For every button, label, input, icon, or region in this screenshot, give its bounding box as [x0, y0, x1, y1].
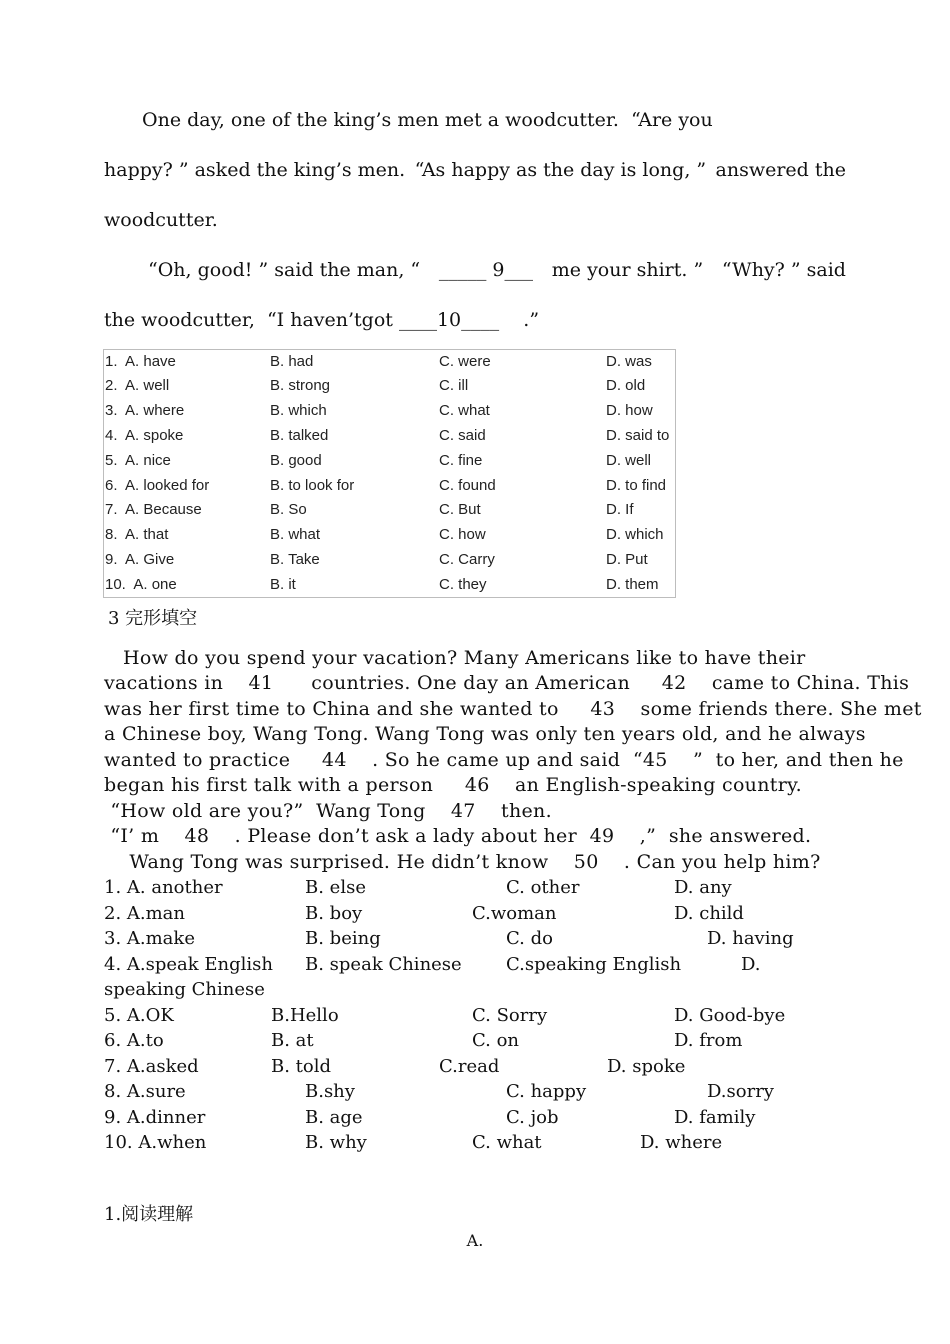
option-c: C. what: [472, 1132, 542, 1153]
option-a: 7. A. Because: [105, 501, 202, 518]
story-line-2-part-c: answered the: [715, 159, 846, 181]
option-c: C.speaking English: [506, 954, 682, 975]
option-c: C. how: [439, 526, 486, 543]
option-row: [104, 1105, 864, 1130]
option-d: D.: [741, 954, 761, 975]
option-a: 10. A.when: [104, 1132, 207, 1153]
option-b: B. it: [270, 576, 296, 593]
passage-a-label: A.: [466, 1231, 484, 1250]
story-line-4: [148, 258, 846, 282]
option-c: C. Sorry: [472, 1005, 548, 1026]
option-b: B. speak Chinese: [305, 954, 462, 975]
option-a: 6. A.to: [104, 1030, 164, 1051]
story-line-2-part-a: happy? ” asked the king’s men.: [104, 159, 406, 181]
option-d: D. well: [606, 452, 652, 469]
option-d: D. was: [606, 353, 652, 370]
option-d: D. how: [606, 402, 653, 419]
story-line-4-blank-9: _____ 9___: [438, 259, 534, 281]
option-b: B. Take: [270, 551, 320, 568]
option-a: 7. A.asked: [104, 1056, 199, 1077]
passage-line: was her first time to China and she wanted to 43 some friends there. She met: [104, 698, 922, 720]
option-d: D. from: [674, 1030, 743, 1051]
passage-line: began his first talk with a person 46 an English-speaking country.: [104, 774, 802, 796]
option-c: C. fine: [439, 452, 483, 469]
option-d: D. them: [606, 576, 659, 593]
option-b: B. which: [270, 402, 327, 419]
options-row: [104, 399, 675, 423]
option-row: [104, 901, 864, 926]
option-d: D. child: [674, 903, 744, 924]
option-c: C. on: [472, 1030, 520, 1051]
option-d: D. Good-bye: [674, 1005, 786, 1026]
story-line-1: One day, one of the king’s men met a woodcutter. “Are you: [142, 109, 713, 131]
option-c: C.read: [439, 1056, 500, 1077]
story-line-4-part-d: “Why? ” said: [721, 259, 846, 281]
option-d: D. having: [707, 928, 794, 949]
options-row: [104, 424, 675, 448]
section-3-heading: 3 完形填空: [108, 608, 198, 629]
options-row: [104, 523, 675, 547]
option-a: 4. A. spoke: [105, 427, 184, 444]
option-c: C.woman: [472, 903, 557, 924]
option-a: 1. A. have: [105, 353, 176, 370]
option-d: D. Put: [606, 551, 648, 568]
option-d: D. which: [606, 526, 664, 543]
option-row: [104, 1130, 864, 1155]
option-a: 10. A. one: [105, 576, 177, 593]
options-table: [103, 349, 676, 598]
option-row: [104, 952, 864, 977]
option-c: C. happy: [506, 1081, 587, 1102]
option-b: B.shy: [305, 1081, 355, 1102]
passage-line: wanted to practice 44 . So he came up and said “45 ” to her, and then he: [104, 749, 904, 771]
option-b: B. at: [271, 1030, 314, 1051]
option-c: C. other: [506, 877, 580, 898]
option-d: D. said to: [606, 427, 670, 444]
passage-line: “I’ m 48 . Please don’t ask a lady about her 49 ,” she answered.: [104, 825, 812, 847]
option-b: B. talked: [270, 427, 329, 444]
option-b: B. So: [270, 501, 307, 518]
option-a: 9. A.dinner: [104, 1107, 206, 1128]
option-d: D. any: [674, 877, 732, 898]
option-c: C. Carry: [439, 551, 495, 568]
story-line-2: [104, 158, 846, 182]
option-b: B. age: [305, 1107, 363, 1128]
option-row: [104, 875, 864, 900]
option-a: 5. A. nice: [105, 452, 171, 469]
options-row: [104, 350, 675, 374]
option-b: B. why: [305, 1132, 367, 1153]
option-d: D. old: [606, 377, 646, 394]
option-d: D. to find: [606, 477, 667, 494]
option-c: C. what: [439, 402, 490, 419]
option-d: D. spoke: [607, 1056, 686, 1077]
passage-line: vacations in 41 countries. One day an American 42 came to China. This: [104, 672, 910, 694]
passage-line: a Chinese boy, Wang Tong. Wang Tong was only ten years old, and he always: [104, 723, 866, 745]
section-1-heading: 1.阅读理解: [104, 1204, 194, 1225]
options-row: [104, 498, 675, 522]
options-row: [104, 449, 675, 473]
option-d-continuation: speaking Chinese: [104, 979, 265, 1000]
option-a: 8. A.sure: [104, 1081, 186, 1102]
option-row: [104, 1003, 864, 1028]
option-c: C. said: [439, 427, 486, 444]
option-a: 2. A.man: [104, 903, 186, 924]
option-c: C. they: [439, 576, 487, 593]
story-line-3: woodcutter.: [104, 209, 218, 231]
option-a: 8. A. that: [105, 526, 169, 543]
option-c: C. job: [506, 1107, 559, 1128]
option-a: 3. A.make: [104, 928, 195, 949]
option-d: D. where: [640, 1132, 723, 1153]
option-b: B.Hello: [271, 1005, 339, 1026]
option-c: C. were: [439, 353, 491, 370]
option-c: C. ill: [439, 377, 469, 394]
option-d: D. If: [606, 501, 634, 518]
option-b: B. else: [305, 877, 366, 898]
story-line-5: the woodcutter, “I haven’tgot ____10____ .”: [104, 309, 540, 331]
option-row: [104, 1079, 864, 1104]
option-a: 2. A. well: [105, 377, 170, 394]
option-c: C. do: [506, 928, 553, 949]
options-row: [104, 474, 675, 498]
passage-line: How do you spend your vacation? Many Americans like to have their: [104, 647, 806, 669]
option-row: [104, 1028, 864, 1053]
option-a: 3. A. where: [105, 402, 185, 419]
passage-line: Wang Tong was surprised. He didn’t know 50 . Can you help him?: [104, 851, 821, 873]
option-d: D. family: [674, 1107, 756, 1128]
option-b: B. had: [270, 353, 314, 370]
option-a: 4. A.speak English: [104, 954, 273, 975]
passage-line: “How old are you?” Wang Tong 47 then.: [104, 800, 552, 822]
option-a: 1. A. another: [104, 877, 223, 898]
story-line-4-part-c: me your shirt. ”: [551, 259, 704, 281]
option-b: B. being: [305, 928, 381, 949]
story-line-2-part-b: “As happy as the day is long, ”: [414, 159, 707, 181]
option-a: 9. A. Give: [105, 551, 175, 568]
option-row: [104, 1054, 864, 1079]
option-b: B. what: [270, 526, 321, 543]
option-c: C. found: [439, 477, 496, 494]
option-b: B. told: [271, 1056, 332, 1077]
option-c: C. But: [439, 501, 481, 518]
options-row: [104, 374, 675, 398]
options-row: [104, 548, 675, 572]
option-d: D.sorry: [707, 1081, 774, 1102]
option-a: 5. A.OK: [104, 1005, 174, 1026]
options-row: [104, 573, 675, 597]
option-b: B. to look for: [270, 477, 355, 494]
option-row: [104, 926, 864, 951]
story-line-4-part-a: “Oh, good! ” said the man, “: [148, 259, 421, 281]
option-b: B. strong: [270, 377, 331, 394]
option-a: 6. A. looked for: [105, 477, 210, 494]
option-b: B. good: [270, 452, 322, 469]
option-b: B. boy: [305, 903, 363, 924]
option-row-continuation: [104, 977, 864, 1002]
